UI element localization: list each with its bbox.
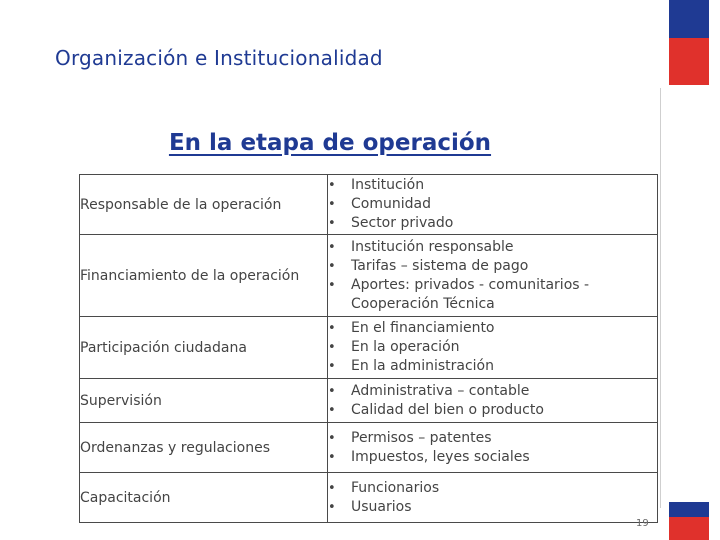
flag-decoration-top	[669, 0, 709, 85]
slide-header-title: Organización e Institucionalidad	[55, 46, 383, 70]
flag-blue-band	[669, 0, 709, 38]
list-item: • Usuarios	[328, 498, 657, 517]
list-item: • Sector privado	[328, 214, 657, 233]
row-items	[328, 423, 658, 473]
section-title-wrapper	[0, 130, 660, 156]
list-item: • Administrativa – contable	[328, 382, 657, 401]
list-item: • En la operación	[328, 338, 657, 357]
flag-red-band	[669, 38, 709, 85]
table-row	[80, 473, 658, 523]
row-label: Ordenanzas y regulaciones	[80, 423, 328, 473]
section-title: En la etapa de operación	[168, 130, 492, 156]
list-item: • Institución	[328, 176, 657, 195]
table-row	[80, 379, 658, 423]
row-label: Supervisión	[80, 379, 328, 423]
flag-red-band	[669, 517, 709, 540]
bullet-list	[328, 176, 657, 233]
divider-line	[660, 88, 661, 508]
row-items	[328, 235, 658, 317]
list-item: • Funcionarios	[328, 479, 657, 498]
bullet-list	[328, 238, 657, 314]
list-item: • Impuestos, leyes sociales	[328, 448, 657, 467]
row-label: Financiamiento de la operación	[80, 235, 328, 317]
bullet-list	[328, 479, 657, 517]
bullet-list	[328, 382, 657, 420]
table-body	[80, 175, 658, 523]
flag-decoration-bottom	[669, 502, 709, 540]
table-row	[80, 175, 658, 235]
row-items	[328, 473, 658, 523]
table-row	[80, 235, 658, 317]
table-row	[80, 317, 658, 379]
list-item: • Calidad del bien o producto	[328, 401, 657, 420]
row-items	[328, 379, 658, 423]
row-label: Responsable de la operación	[80, 175, 328, 235]
row-label: Capacitación	[80, 473, 328, 523]
flag-blue-band	[669, 502, 709, 517]
bullet-list	[328, 429, 657, 467]
bullet-list	[328, 319, 657, 376]
row-items	[328, 175, 658, 235]
list-item: • En la administración	[328, 357, 657, 376]
list-item: • En el financiamiento	[328, 319, 657, 338]
list-item: • Tarifas – sistema de pago	[328, 257, 657, 276]
list-item: • Permisos – patentes	[328, 429, 657, 448]
list-item: • Institución responsable	[328, 238, 657, 257]
list-item: • Aportes: privados - comunitarios - Cooperación Técnica	[328, 276, 657, 314]
page-number: 19	[636, 518, 649, 529]
table-row	[80, 423, 658, 473]
operation-table	[79, 174, 658, 523]
row-label: Participación ciudadana	[80, 317, 328, 379]
list-item: • Comunidad	[328, 195, 657, 214]
row-items	[328, 317, 658, 379]
